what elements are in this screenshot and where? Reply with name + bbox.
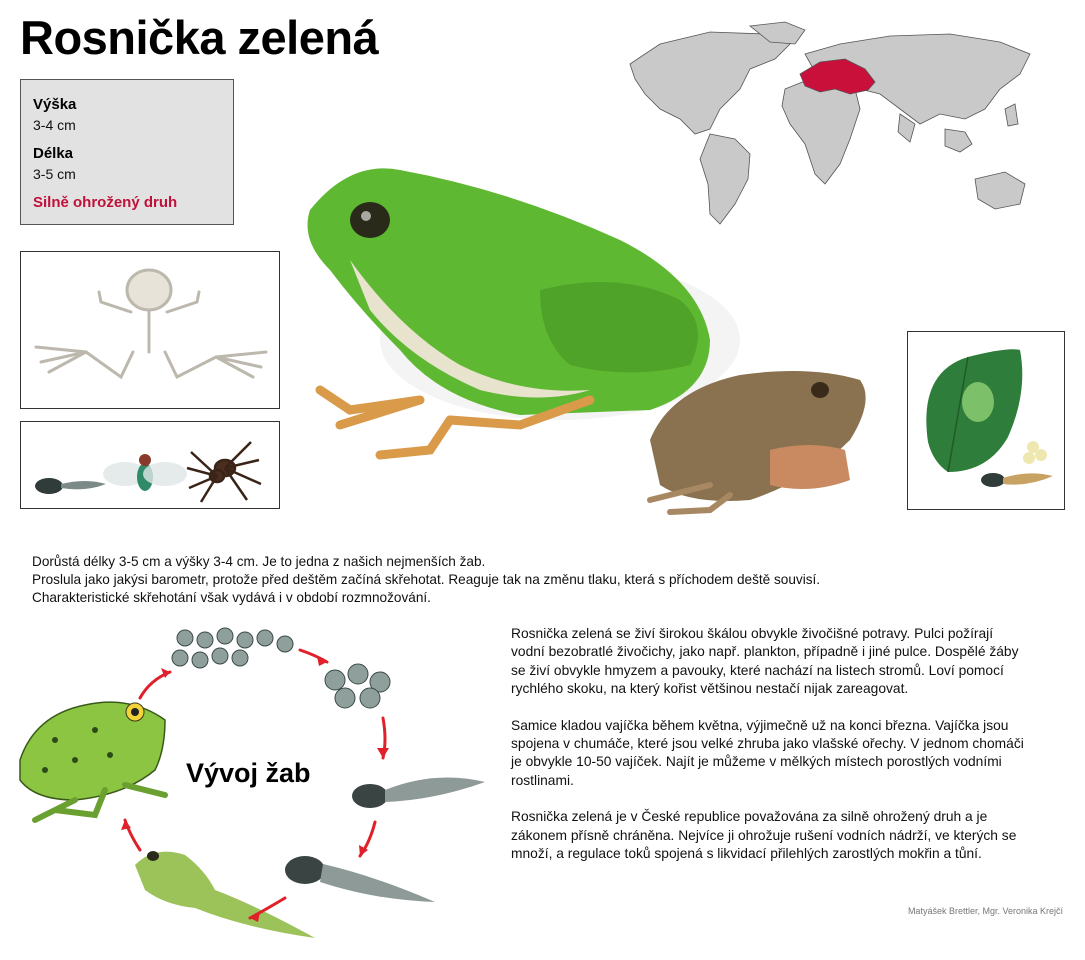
fly-icon — [103, 454, 187, 491]
text-line: Rosnička zelená je v České republice považována za silně ohrožený druh a je — [511, 809, 988, 825]
intro-line: Proslula jako jakýsi barometr, protože před deštěm začíná skřehotat. Reaguje tak na změnu tlaku, která s příchodem deště souvisí. — [32, 572, 821, 587]
skeleton-image — [20, 251, 280, 409]
text-line: Rosnička zelená se živí širokou škálou obvykle živočišné potravy. Pulci požírají — [511, 626, 994, 641]
length-label: Délka — [33, 145, 74, 162]
tadpole-icon — [35, 478, 106, 494]
text-line: je obvykle 10-50 vajíček. Najít je můžeme v mělkých místech porostlých vodními — [511, 754, 1002, 770]
author-credit: Matyášek Brettler, Mgr. Veronika Krejčí — [907, 906, 1063, 916]
page-title: Rosnička zelená — [20, 11, 379, 64]
info-box — [20, 79, 234, 225]
body-text — [511, 625, 1071, 881]
status-badge: Silně ohrožený druh — [33, 194, 178, 211]
text-line: rychlého skoku, na který kořist většinou nestačí nijak zareagovat. — [511, 681, 909, 697]
lifecycle-title: Vývoj žab — [186, 758, 311, 788]
length-value: 3-5 cm — [33, 166, 76, 182]
intro-text — [32, 553, 820, 607]
intro-line: Charakteristické skřehotání však vydává i v období rozmnožování. — [32, 590, 431, 605]
paragraph — [511, 717, 1071, 791]
text-line: Samice kladou vajíčka během května, výjimečně už na konci března. Vajíčka jsou — [511, 717, 1009, 733]
text-line: vodní bezobratlé živočichy, jako např. plankton, případně i jiné pulce. Dospělé žáby — [511, 644, 1019, 660]
prey-image — [20, 421, 280, 509]
text-line: zákonem přísně chráněna. Nejvíce ji ohrožuje rušení vodních nádrží, ve kterých se — [511, 827, 1017, 843]
height-value: 3-4 cm — [33, 117, 76, 133]
tadpole-stage-2 — [285, 856, 435, 902]
height-label: Výška — [33, 96, 77, 113]
spider-icon — [187, 442, 261, 502]
text-line: rostlinami. — [511, 772, 574, 788]
intro-line: Dorůstá délky 3-5 cm a výšky 3-4 cm. Je to jedna z našich nejmenších žab. — [32, 554, 486, 569]
tree-frog-photo — [290, 150, 880, 520]
text-line: se živí obvykle hmyzem a pavouky, které nachází na listech stromů. Loví pomocí — [511, 662, 1004, 678]
text-line: spojena v chumáče, které jsou velké zhruba jako vlašské ořechy. V jednom chomáči — [511, 736, 1024, 752]
leaf-illustration — [907, 331, 1065, 510]
paragraph — [511, 625, 1071, 699]
tadpole-stage-1 — [352, 778, 485, 809]
adult-frog-stage — [20, 702, 165, 820]
text-line: množí, a regulace toků spojená s likvidací přilehlých zarostlých mokřin a tůní. — [511, 846, 982, 862]
paragraph — [511, 808, 1071, 863]
